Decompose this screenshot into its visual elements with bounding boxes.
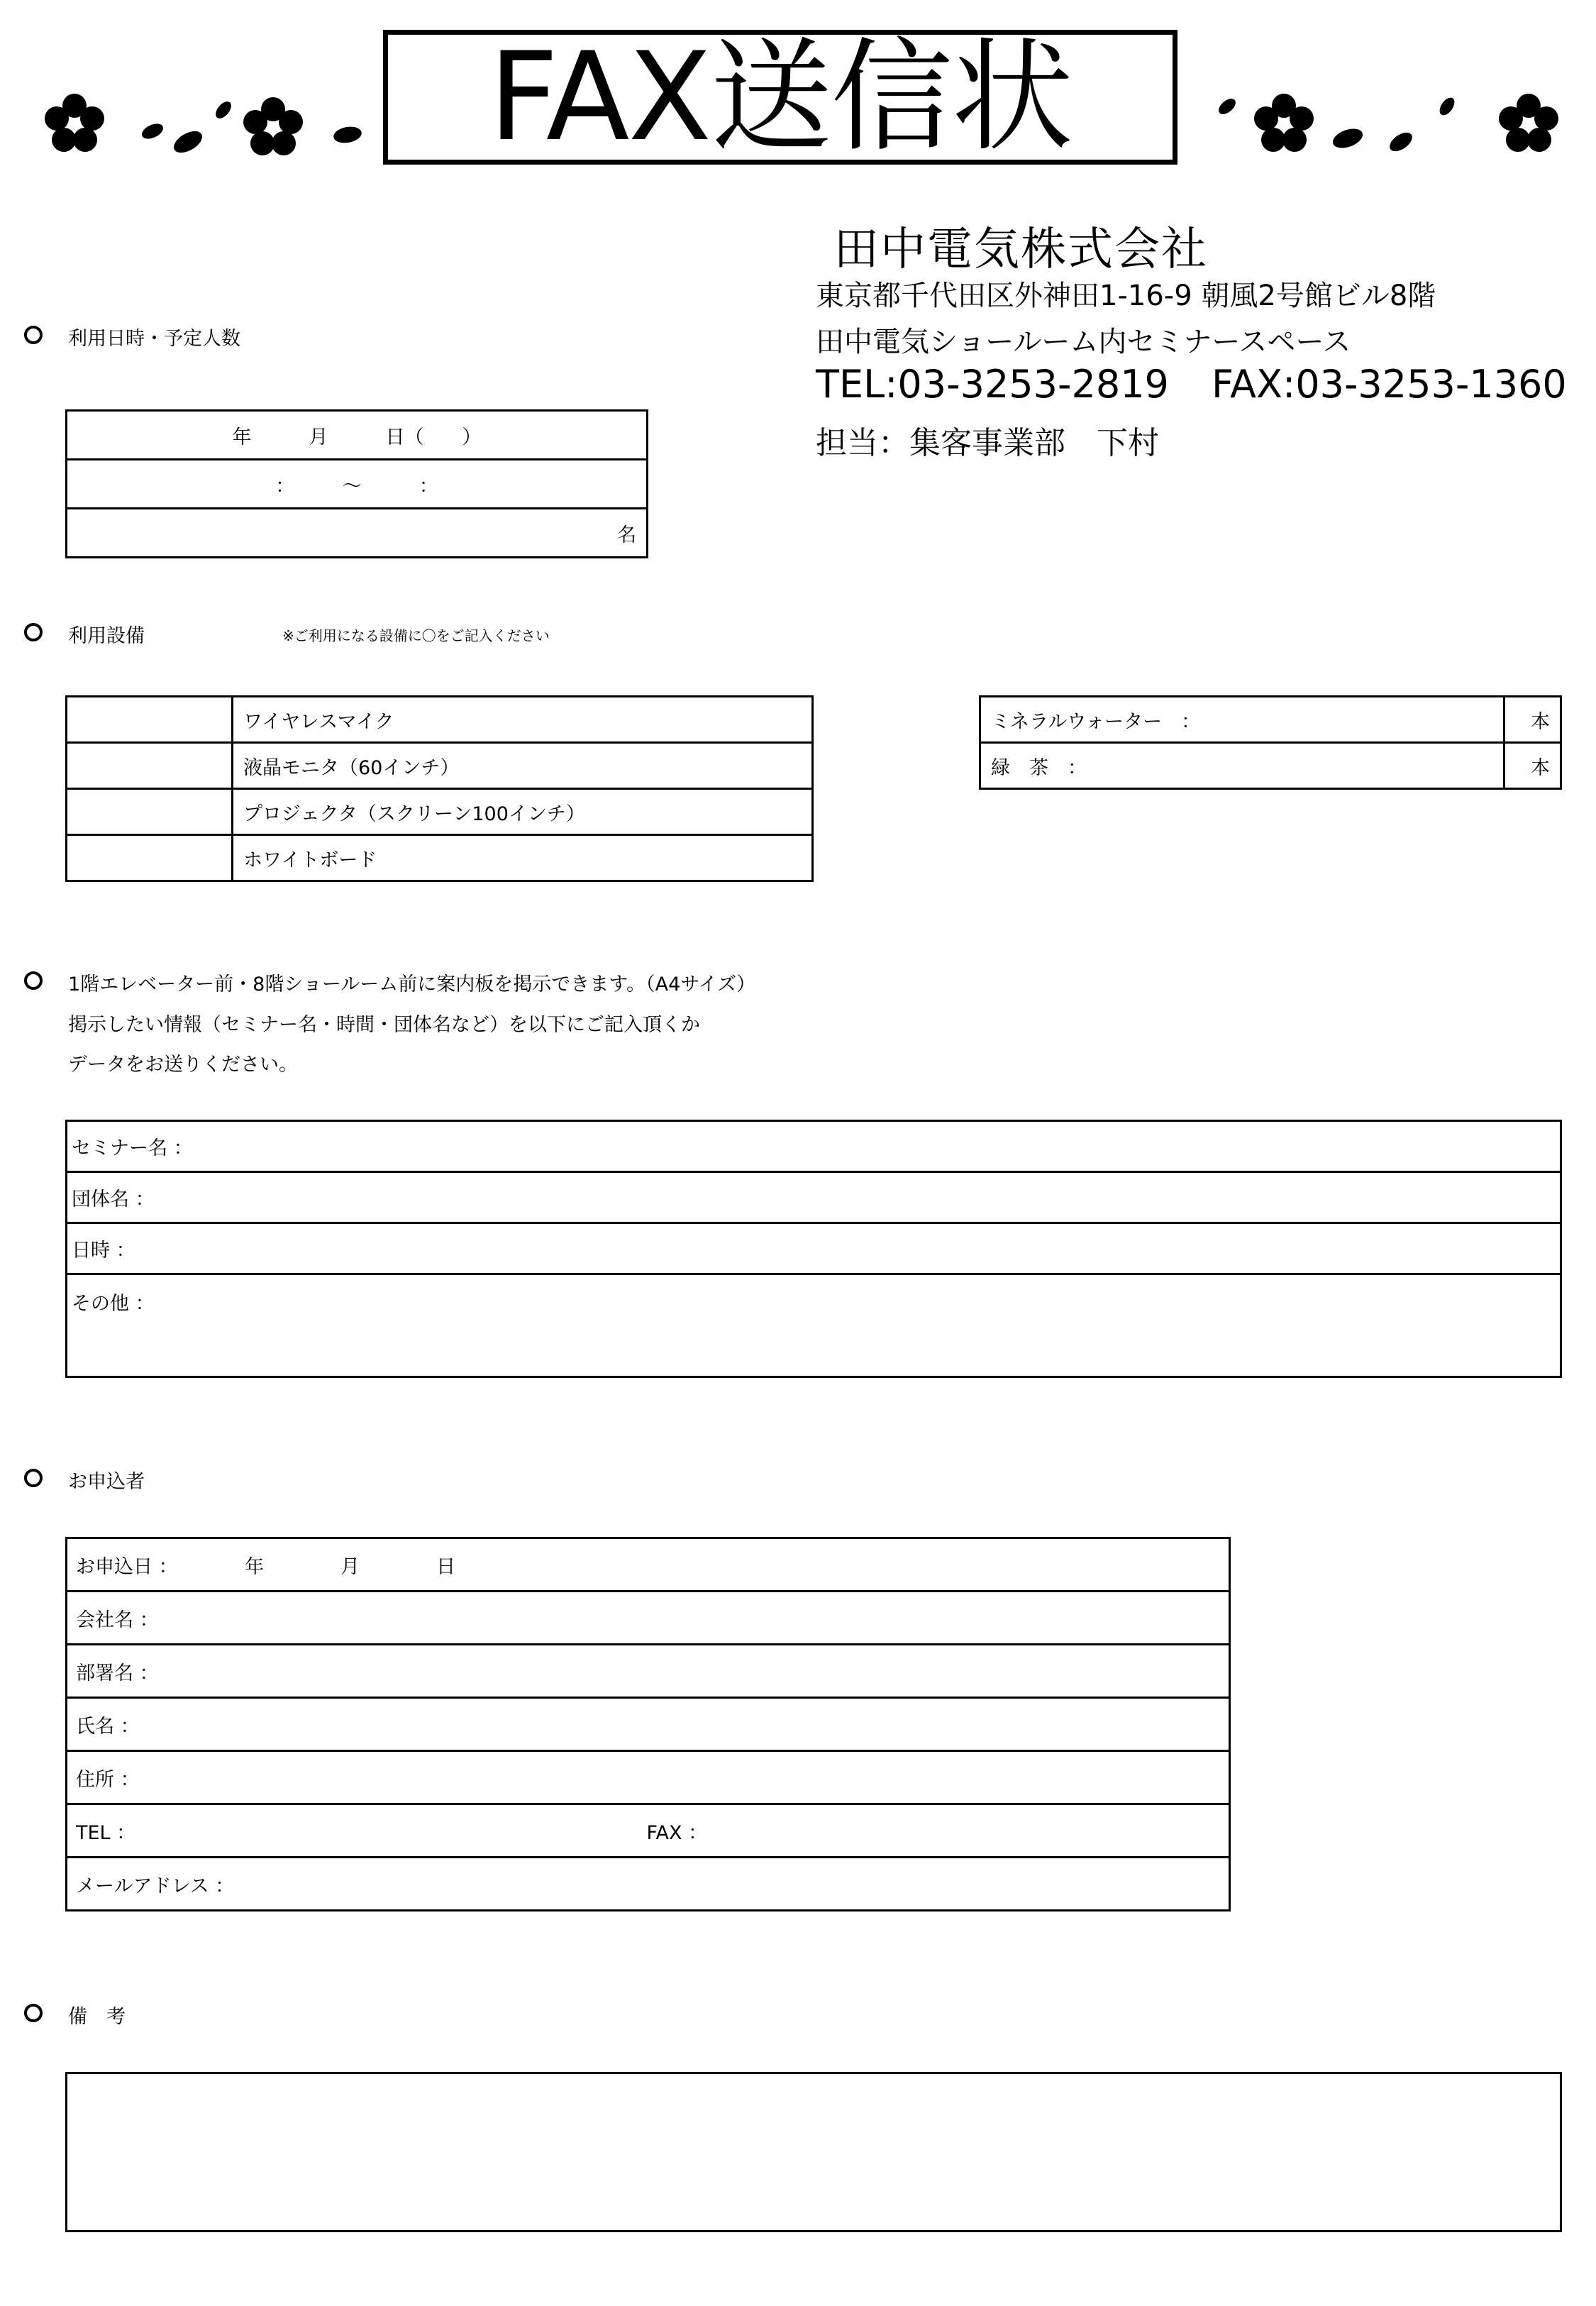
petal-icon [1330, 95, 1457, 155]
equipment-check-cell[interactable] [67, 743, 233, 789]
equipment-note: ※ご利用になる設備に〇をご記入ください [282, 627, 550, 644]
datetime-label: 利用日時・予定人数 [68, 328, 240, 350]
application-date-field[interactable]: お申込日 ： 年 月 日 [67, 1538, 1230, 1591]
petal-icon [1216, 96, 1238, 117]
flower-decoration-right [1206, 85, 1575, 163]
other-field[interactable]: その他 ： [67, 1274, 1561, 1377]
time-field[interactable]: ： 〜 ： [67, 460, 648, 509]
flower-icon [1499, 94, 1558, 152]
flower-decoration-left [35, 85, 369, 163]
bullet-icon [24, 2004, 43, 2022]
applicant-address-field[interactable]: 住所 ： [67, 1751, 1230, 1804]
fax-title: FAX送信状 [383, 30, 1177, 165]
datetime-table [65, 409, 648, 558]
date-field[interactable]: 年 月 日（ ） [67, 411, 648, 460]
flower-icon [243, 97, 303, 155]
equipment-check-cell[interactable] [67, 789, 233, 835]
applicant-dept-field[interactable]: 部署名 ： [67, 1645, 1230, 1698]
petal-icon [140, 99, 234, 157]
applicant-name-field[interactable]: 氏名 ： [67, 1698, 1230, 1751]
equipment-label: 利用設備 [68, 625, 145, 647]
drinks-table [979, 695, 1562, 790]
board-text-line3: データをお送りください。 [68, 1054, 298, 1076]
bullet-icon [24, 971, 43, 990]
people-field[interactable]: 名 [67, 509, 648, 558]
company-staff: 担当：集客事業部 下村 [816, 425, 1159, 461]
bullet-icon [24, 1469, 43, 1487]
equipment-item: 液晶モニタ（60インチ） [233, 743, 813, 789]
board-datetime-field[interactable]: 日時 ： [67, 1223, 1561, 1274]
applicant-tel-field[interactable]: TEL ： [67, 1804, 647, 1858]
flower-icon [45, 94, 104, 152]
applicant-fax-field[interactable]: FAX ： [647, 1804, 1230, 1858]
remarks-label: 備 考 [68, 2006, 126, 2028]
equipment-item: プロジェクタ（スクリーン100インチ） [233, 789, 813, 835]
board-table [65, 1120, 1562, 1378]
company-space: 田中電気ショールーム内セミナースペース [816, 326, 1351, 358]
applicant-table [65, 1537, 1231, 1911]
applicant-email-field[interactable]: メールアドレス ： [67, 1858, 1230, 1911]
company-address: 東京都千代田区外神田1-16-9 朝風2号館ビル8階 [816, 280, 1436, 312]
group-name-field[interactable]: 団体名 ： [67, 1172, 1561, 1223]
flower-icon [1254, 94, 1314, 152]
drink-water-unit: 本 [1504, 697, 1561, 743]
equipment-check-cell[interactable] [67, 835, 233, 881]
equipment-check-cell[interactable] [67, 697, 233, 743]
equipment-table [65, 695, 814, 882]
applicant-company-field[interactable]: 会社名 ： [67, 1591, 1230, 1645]
bullet-icon [24, 623, 43, 641]
equipment-item: ワイヤレスマイク [233, 697, 813, 743]
company-tel: TEL:03-3253-2819 [816, 362, 1169, 407]
remarks-box[interactable] [65, 2072, 1562, 2232]
company-fax: FAX:03-3253-1360 [1212, 362, 1567, 407]
board-text-line2: 掲示したい情報（セミナー名・時間・団体名など）を以下にご記入頂くか [68, 1014, 700, 1036]
seminar-name-field[interactable]: セミナー名 ： [67, 1121, 1561, 1172]
drink-tea-unit: 本 [1504, 743, 1561, 789]
bullet-icon [24, 326, 43, 344]
company-name: 田中電気株式会社 [833, 224, 1208, 276]
applicant-label: お申込者 [68, 1471, 145, 1493]
drink-water-label[interactable]: ミネラルウォーター ： [980, 697, 1504, 743]
board-text-line1: 1階エレベーター前・8階ショールーム前に案内板を掲示できます。（A4サイズ） [68, 973, 756, 995]
equipment-item: ホワイトボード [233, 835, 813, 881]
petal-icon [332, 125, 362, 145]
drink-tea-label[interactable]: 緑 茶 ： [980, 743, 1504, 789]
